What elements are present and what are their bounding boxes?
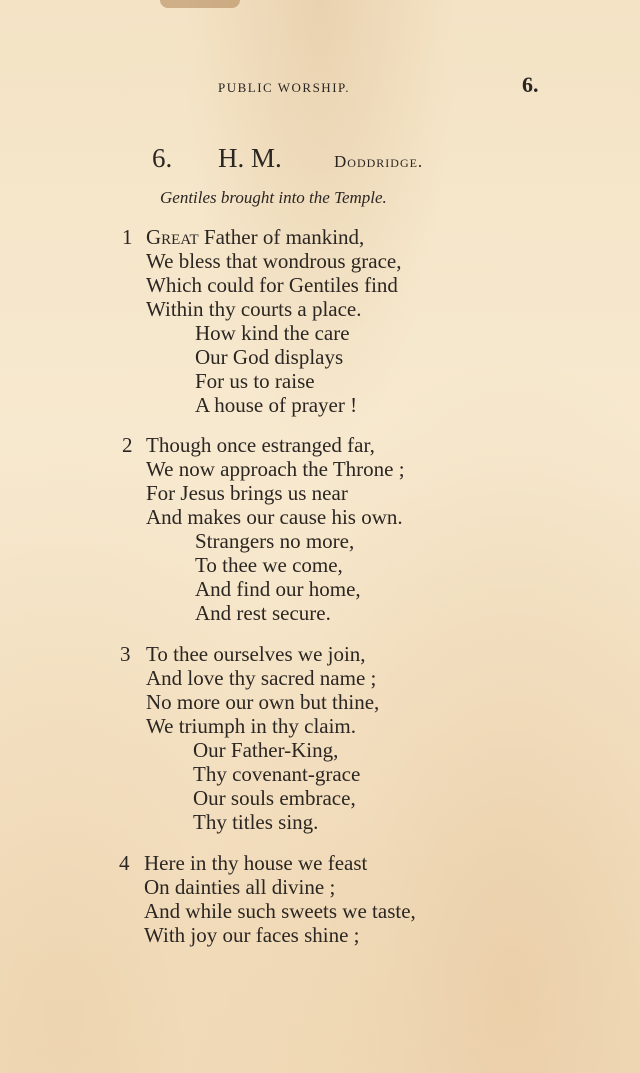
verse-line: And love thy sacred name ;: [146, 666, 377, 690]
verse-line: Here in thy house we feast: [144, 851, 368, 875]
hymn-subtitle: Gentiles brought into the Temple.: [160, 188, 387, 207]
refrain-line: Our Father-King,: [193, 738, 339, 762]
verse-line: With joy our faces shine ;: [144, 923, 360, 947]
verse-line: Within thy courts a place.: [146, 297, 362, 321]
verse-line: No more our own but thine,: [146, 690, 380, 714]
verse-line: To thee ourselves we join,: [146, 642, 366, 666]
verse-line: We now approach the Throne ;: [146, 457, 405, 481]
verse-first-word: Great: [146, 225, 199, 249]
verse-line: And while such sweets we taste,: [144, 899, 416, 923]
refrain-line: To thee we come,: [195, 553, 343, 577]
hymn-number: 6.: [152, 143, 173, 173]
verse-number: 1: [122, 225, 133, 249]
refrain-line: Thy titles sing.: [193, 810, 319, 834]
refrain-line: And rest secure.: [195, 601, 331, 625]
hymn-author: Doddridge.: [334, 152, 424, 171]
refrain-line: Strangers no more,: [195, 529, 355, 553]
refrain-line: And find our home,: [195, 577, 361, 601]
hymn-meter: H. M.: [218, 143, 282, 173]
refrain-line: Our souls embrace,: [193, 786, 356, 810]
verse-line: And makes our cause his own.: [146, 505, 403, 529]
verse-line-text: Father of mankind,: [198, 225, 365, 249]
verse-number: 2: [122, 433, 133, 457]
running-head: PUBLIC WORSHIP.: [218, 80, 351, 95]
verse-line: [146, 225, 364, 249]
refrain-line: A house of prayer !: [195, 393, 358, 417]
verse-line: We triumph in thy claim.: [146, 714, 357, 738]
refrain-line: How kind the care: [195, 321, 350, 345]
refrain-line: For us to raise: [195, 369, 315, 393]
refrain-line: Our God displays: [195, 345, 344, 369]
verse-line: We bless that wondrous grace,: [146, 249, 402, 273]
paper-stain: [160, 0, 240, 8]
refrain-line: Thy covenant-grace: [193, 762, 361, 786]
verse-line: Though once estranged far,: [146, 433, 375, 457]
verse-line: Which could for Gentiles find: [146, 273, 398, 297]
page-number: 6.: [522, 72, 539, 97]
verse-line: On dainties all divine ;: [144, 875, 336, 899]
verse-line: For Jesus brings us near: [146, 481, 348, 505]
verse-number: 4: [119, 851, 130, 875]
verse-number: 3: [120, 642, 131, 666]
